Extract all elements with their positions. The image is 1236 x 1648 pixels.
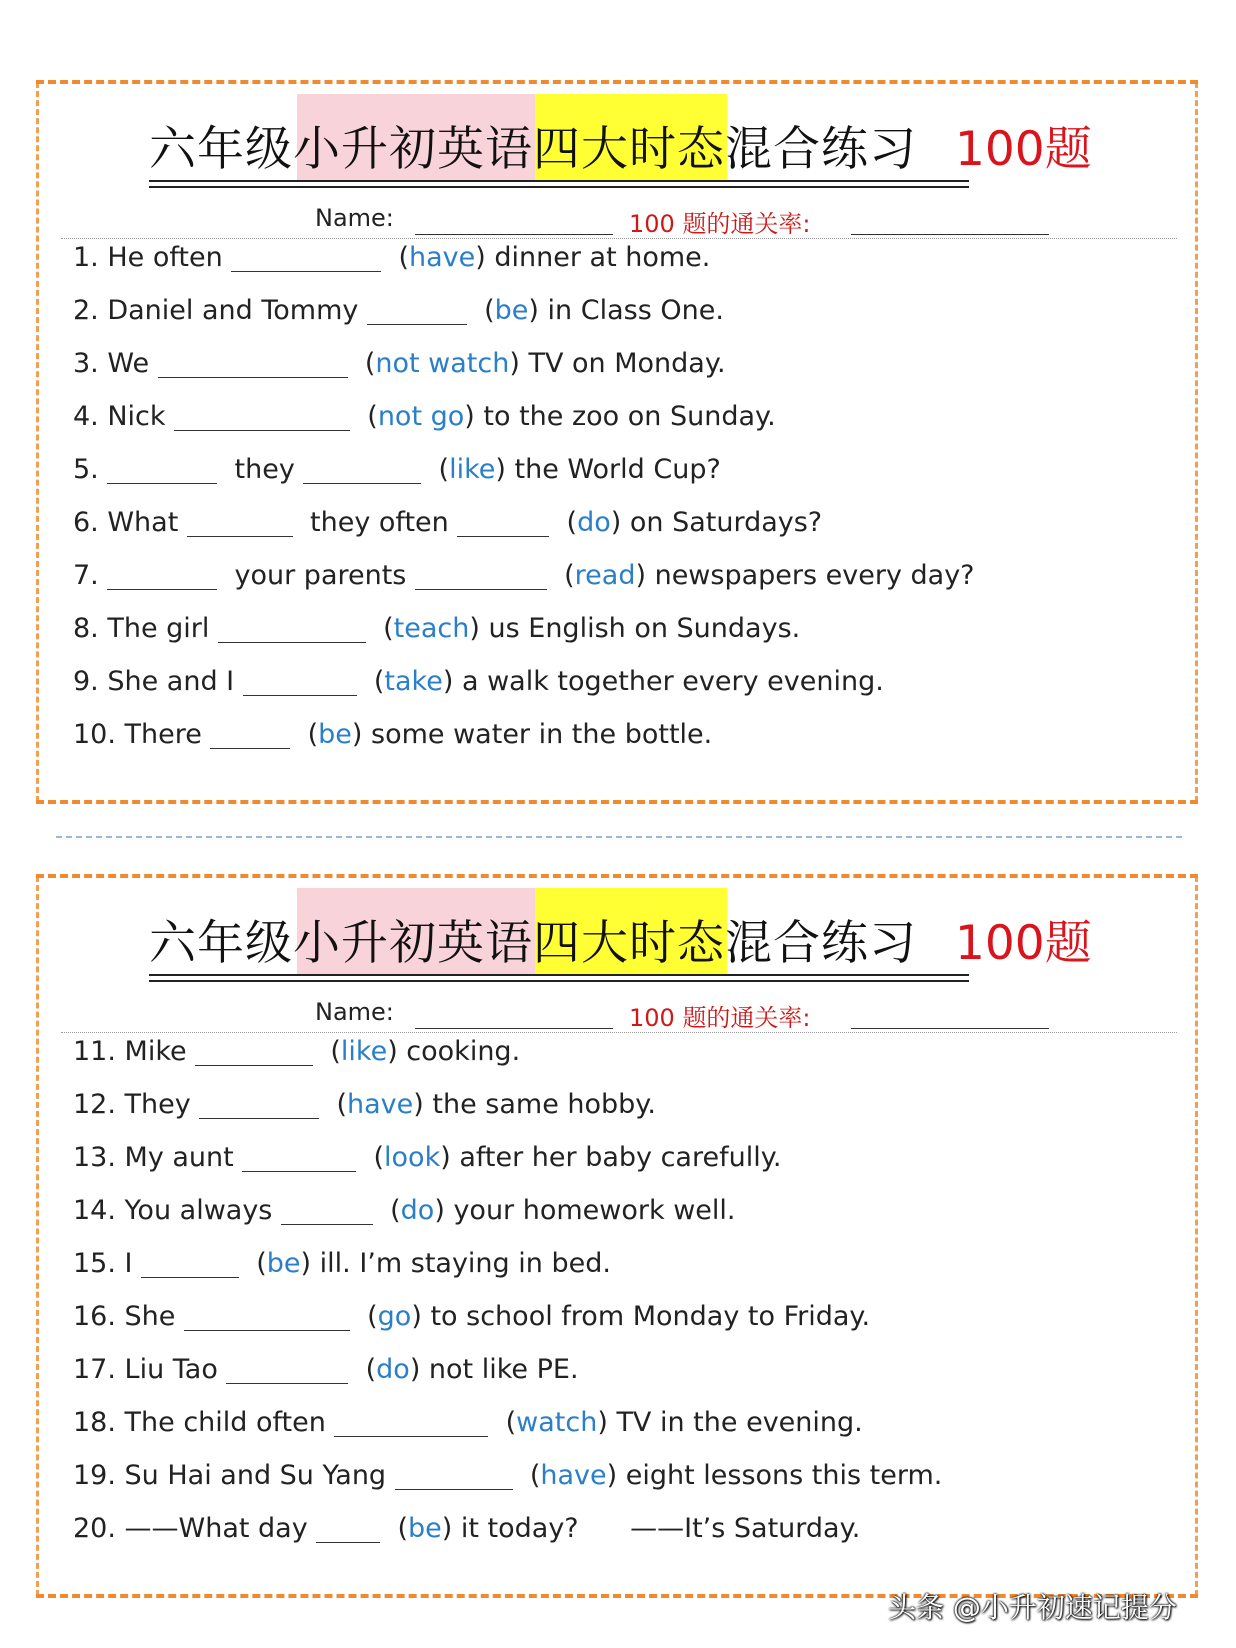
- question-text: (: [348, 1354, 377, 1385]
- verb-hint: like: [449, 454, 496, 485]
- pass-rate-blank[interactable]: [851, 1028, 1049, 1029]
- verb-hint: take: [384, 666, 443, 697]
- answer-blank[interactable]: [242, 1145, 356, 1172]
- question-text: 5.: [73, 454, 108, 485]
- verb-hint: be: [266, 1248, 301, 1279]
- question-text: (: [319, 1089, 348, 1120]
- verb-hint: be: [408, 1513, 442, 1544]
- answer-blank[interactable]: [395, 1463, 513, 1490]
- verb-hint: like: [340, 1036, 388, 1067]
- verb-hint: teach: [393, 613, 470, 644]
- question-text: ) TV on Monday.: [509, 348, 726, 379]
- question-text: (: [290, 719, 319, 750]
- pass-rate-blank[interactable]: [851, 234, 1049, 235]
- answer-blank[interactable]: [158, 351, 348, 378]
- pass-rate-label: 100 题的通关率:: [629, 210, 811, 238]
- verb-hint: do: [577, 507, 611, 538]
- question-text: ) us English on Sundays.: [469, 613, 801, 644]
- question-text: (: [372, 1195, 401, 1226]
- question-text: ) dinner at home.: [475, 242, 711, 273]
- question-item: [73, 1354, 579, 1385]
- question-text: 17. Liu Tao: [73, 1354, 227, 1385]
- question-item: [73, 1142, 781, 1173]
- name-blank[interactable]: [415, 1028, 613, 1029]
- question-text: (: [380, 1513, 408, 1544]
- question-item: [73, 507, 822, 538]
- name-label: Name:: [315, 998, 394, 1026]
- page-title: 六年级小升初英语四大时态混合练习: [149, 916, 917, 971]
- verb-hint: do: [400, 1195, 435, 1226]
- verb-hint: watch: [516, 1407, 598, 1438]
- watermark: 头条 @小升初速记提分: [888, 1591, 1177, 1624]
- question-text: 1. He often: [73, 242, 232, 273]
- question-text: ) the same hobby.: [413, 1089, 657, 1120]
- question-text: 13. My aunt: [73, 1142, 243, 1173]
- answer-blank[interactable]: [243, 669, 357, 696]
- question-text: 10. There: [73, 719, 211, 750]
- question-item: [73, 1036, 520, 1067]
- pass-rate-label: 100 题的通关率:: [629, 1004, 811, 1032]
- answer-blank[interactable]: [195, 1039, 313, 1066]
- question-text: (: [239, 1248, 267, 1279]
- question-text: ) not like PE.: [409, 1354, 579, 1385]
- page-title: 六年级小升初英语四大时态混合练习: [149, 122, 917, 177]
- question-item: [73, 401, 776, 432]
- name-label: Name:: [315, 204, 394, 232]
- verb-hint: not watch: [375, 348, 510, 379]
- question-item: [73, 1301, 870, 1332]
- question-item: [73, 666, 884, 697]
- question-text: ) your homework well.: [434, 1195, 736, 1226]
- question-text: ) after her baby carefully.: [440, 1142, 782, 1173]
- question-text: ) some water in the bottle.: [351, 719, 713, 750]
- question-text: (: [349, 1301, 378, 1332]
- question-text: (: [512, 1460, 541, 1491]
- answer-blank[interactable]: [367, 298, 467, 325]
- answer-blank[interactable]: [218, 616, 366, 643]
- question-text: 11. Mike: [73, 1036, 196, 1067]
- answer-blank[interactable]: [199, 1092, 319, 1119]
- question-text: 2. Daniel and Tommy: [73, 295, 367, 326]
- question-item: [73, 242, 710, 273]
- worksheet-card-1: [36, 82, 1198, 802]
- answer-blank[interactable]: [210, 722, 290, 749]
- answer-blank[interactable]: [107, 563, 217, 590]
- question-text: (: [350, 401, 378, 432]
- question-text: 6. What: [73, 507, 187, 538]
- answer-blank[interactable]: [187, 510, 293, 537]
- answer-blank[interactable]: [107, 457, 217, 484]
- worksheet-card-2: [36, 876, 1198, 1596]
- question-text: 16. She: [73, 1301, 184, 1332]
- answer-blank[interactable]: [226, 1357, 348, 1384]
- question-text: ) newspapers every day?: [635, 560, 975, 591]
- question-item: [73, 560, 975, 591]
- verb-hint: look: [384, 1142, 441, 1173]
- question-text: ) cooking.: [387, 1036, 521, 1067]
- question-text: 18. The child often: [73, 1407, 335, 1438]
- question-text: (: [347, 348, 376, 379]
- question-item: [73, 613, 800, 644]
- question-item: [73, 1460, 942, 1491]
- verb-hint: have: [409, 242, 476, 273]
- question-item: [73, 719, 712, 750]
- question-text: ) on Saturdays?: [610, 507, 823, 538]
- question-item: [73, 1407, 863, 1438]
- question-text: ) it today? ——It’s Saturday.: [441, 1513, 861, 1544]
- question-item: [73, 1513, 860, 1544]
- question-text: ) eight lessons this term.: [606, 1460, 943, 1491]
- question-text: 14. You always: [73, 1195, 281, 1226]
- question-text: ) ill. I’m staying in bed.: [300, 1248, 611, 1279]
- question-text: (: [466, 295, 495, 326]
- question-text: they often: [292, 507, 458, 538]
- question-text: ) TV in the evening.: [597, 1407, 863, 1438]
- question-text: 20. ——What day: [73, 1513, 317, 1544]
- verb-hint: have: [347, 1089, 414, 1120]
- question-text: (: [381, 242, 409, 273]
- question-text: ) in Class One.: [528, 295, 724, 326]
- question-text: (: [488, 1407, 517, 1438]
- question-text: 8. The girl: [73, 613, 218, 644]
- answer-blank[interactable]: [141, 1251, 239, 1278]
- answer-blank[interactable]: [184, 1304, 350, 1331]
- question-text: (: [365, 613, 394, 644]
- section-divider: [56, 836, 1182, 838]
- answer-blank[interactable]: [174, 404, 350, 431]
- question-text: ) to school from Monday to Friday.: [411, 1301, 871, 1332]
- answer-blank[interactable]: [231, 245, 381, 272]
- verb-hint: go: [377, 1301, 412, 1332]
- answer-blank[interactable]: [457, 510, 549, 537]
- question-text: ) the World Cup?: [495, 454, 721, 485]
- name-blank[interactable]: [415, 234, 613, 235]
- question-item: [73, 348, 726, 379]
- verb-hint: do: [376, 1354, 410, 1385]
- question-text: (: [549, 507, 578, 538]
- question-text: 19. Su Hai and Su Yang: [73, 1460, 395, 1491]
- question-text: 15. I: [73, 1248, 142, 1279]
- answer-blank[interactable]: [415, 563, 547, 590]
- question-item: [73, 1248, 611, 1279]
- question-text: 3. We: [73, 348, 158, 379]
- question-item: [73, 1089, 656, 1120]
- question-item: [73, 295, 724, 326]
- title-count: 100题: [955, 122, 1092, 177]
- question-text: 7.: [73, 560, 108, 591]
- verb-hint: be: [494, 295, 529, 326]
- question-text: (: [356, 666, 385, 697]
- question-item: [73, 454, 721, 485]
- answer-blank[interactable]: [303, 457, 421, 484]
- answer-blank[interactable]: [281, 1198, 373, 1225]
- question-text: your parents: [217, 560, 415, 591]
- question-text: ) a walk together every evening.: [442, 666, 884, 697]
- question-text: (: [546, 560, 575, 591]
- question-text: ) to the zoo on Sunday.: [464, 401, 776, 432]
- question-text: (: [313, 1036, 341, 1067]
- question-text: they: [217, 454, 304, 485]
- verb-hint: not go: [377, 401, 465, 432]
- verb-hint: read: [574, 560, 636, 591]
- answer-blank[interactable]: [334, 1410, 488, 1437]
- verb-hint: be: [318, 719, 352, 750]
- question-text: 4. Nick: [73, 401, 175, 432]
- question-text: (: [421, 454, 450, 485]
- question-text: 9. She and I: [73, 666, 243, 697]
- question-text: 12. They: [73, 1089, 200, 1120]
- question-item: [73, 1195, 735, 1226]
- answer-blank[interactable]: [316, 1516, 380, 1543]
- question-text: (: [356, 1142, 385, 1173]
- title-count: 100题: [955, 916, 1092, 971]
- verb-hint: have: [540, 1460, 607, 1491]
